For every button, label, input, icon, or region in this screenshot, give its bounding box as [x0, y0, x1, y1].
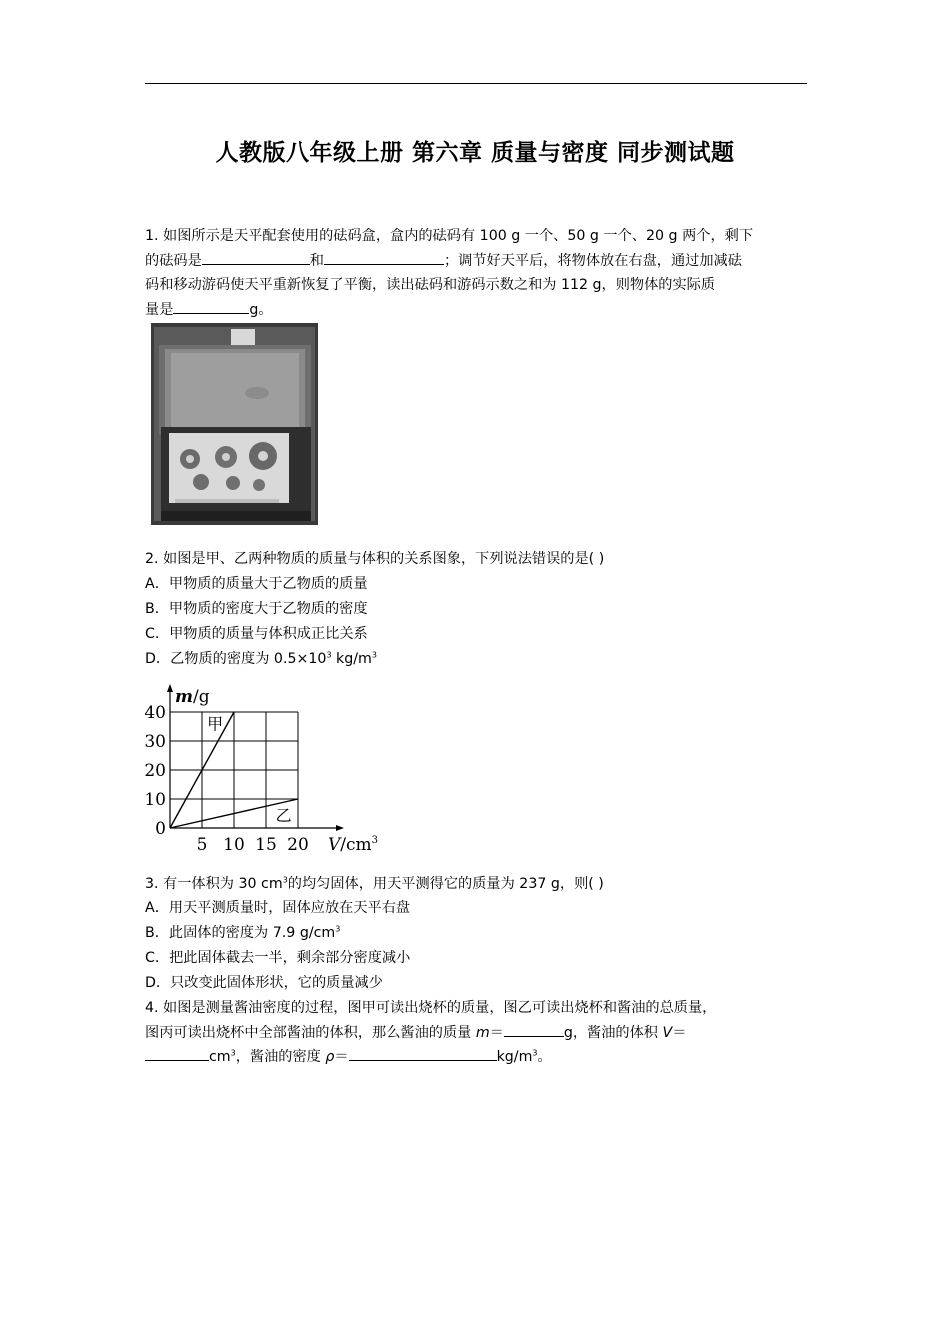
q4-blank-volume[interactable]	[145, 1046, 209, 1061]
q3-stem: 3. 有一体积为 30 $cm^3$的均匀固体，用天平测得它的质量为 237 g，则( )	[145, 875, 604, 892]
q1-line-4: 量是 g。	[145, 298, 807, 323]
q1-line-1: 1. 如图所示是天平配套使用的砝码盒，盒内的砝码有 100 g 一个、50 g 一个、20 g 两个，剩下	[145, 228, 754, 244]
y-tick-label: 40	[144, 703, 166, 723]
mass-volume-chart	[142, 676, 382, 856]
x-tick-label: 10	[223, 835, 245, 855]
x-tick-label: 5	[196, 835, 208, 855]
q3-option-d[interactable]: D．只改变此固体形状，它的质量减少	[145, 975, 383, 991]
question-1	[145, 224, 807, 322]
q4-line-3: $cm^3$，酱油的密度 $\rho= kg/m^3$。	[145, 1045, 807, 1070]
q3-option-a[interactable]: A．用天平测质量时，固体应放在天平右盘	[145, 900, 411, 916]
y-axis-arrow	[167, 684, 173, 692]
y-tick-label: 20	[144, 761, 166, 781]
q4-line-1: 4. 如图是测量酱油密度的过程，图甲可读出烧杯的质量，图乙可读出烧杯和酱油的总质量，	[145, 1000, 717, 1016]
q2-option-b[interactable]: B．甲物质的密度大于乙物质的密度	[145, 601, 368, 617]
q2-option-a[interactable]: A．甲物质的质量大于乙物质的质量	[145, 576, 368, 592]
q2-stem: 2. 如图是甲、乙两种物质的质量与体积的关系图象，下列说法错误的是( )	[145, 551, 605, 567]
q3-option-b[interactable]: B．此固体的密度为 7.9 $g/cm^3$	[145, 924, 341, 941]
q3-option-c[interactable]: C．把此固体截去一半，剩余部分密度减小	[145, 950, 411, 966]
q1-blank-1[interactable]	[202, 250, 310, 265]
q1-line-2: 的砝码是 和 ；调节好天平后，将物体放在右盘，通过加减砝	[145, 249, 807, 274]
x-tick-label: 20	[287, 835, 309, 855]
page-title: 人教版八年级上册 第六章 质量与密度 同步测试题	[215, 140, 735, 166]
question-4	[145, 996, 807, 1070]
y-axis-label: m/g	[175, 687, 210, 707]
y-tick-label: 30	[144, 732, 166, 752]
q4-blank-mass[interactable]	[504, 1022, 564, 1037]
q4-blank-density[interactable]	[349, 1046, 497, 1061]
y-tick-label: 10	[144, 790, 166, 810]
x-axis-arrow	[336, 825, 344, 831]
header-rule	[145, 83, 807, 84]
q4-line-2: 图丙可读出烧杯中全部酱油的体积，那么酱油的质量 m＝ g，酱油的体积 V＝	[145, 1021, 807, 1046]
y-tick-label: 0	[155, 819, 166, 839]
q1-blank-2[interactable]	[324, 250, 444, 265]
q2-option-c[interactable]: C．甲物质的质量与体积成正比关系	[145, 626, 368, 642]
q1-blank-3[interactable]	[173, 299, 249, 314]
x-axis-label: $V/cm^3$	[328, 835, 379, 855]
q1-line-3: 码和移动游码使天平重新恢复了平衡，读出砝码和游码示数之和为 112 g，则物体的实际质	[145, 277, 716, 293]
weight-box-photo	[151, 323, 318, 525]
x-tick-label: 15	[255, 835, 277, 855]
series-label-yi: 乙	[275, 805, 292, 825]
q2-option-d[interactable]: D．乙物质的密度为 $0.5\times 10^3$ $kg/m^3$	[145, 650, 377, 667]
series-label-jia: 甲	[207, 714, 224, 734]
